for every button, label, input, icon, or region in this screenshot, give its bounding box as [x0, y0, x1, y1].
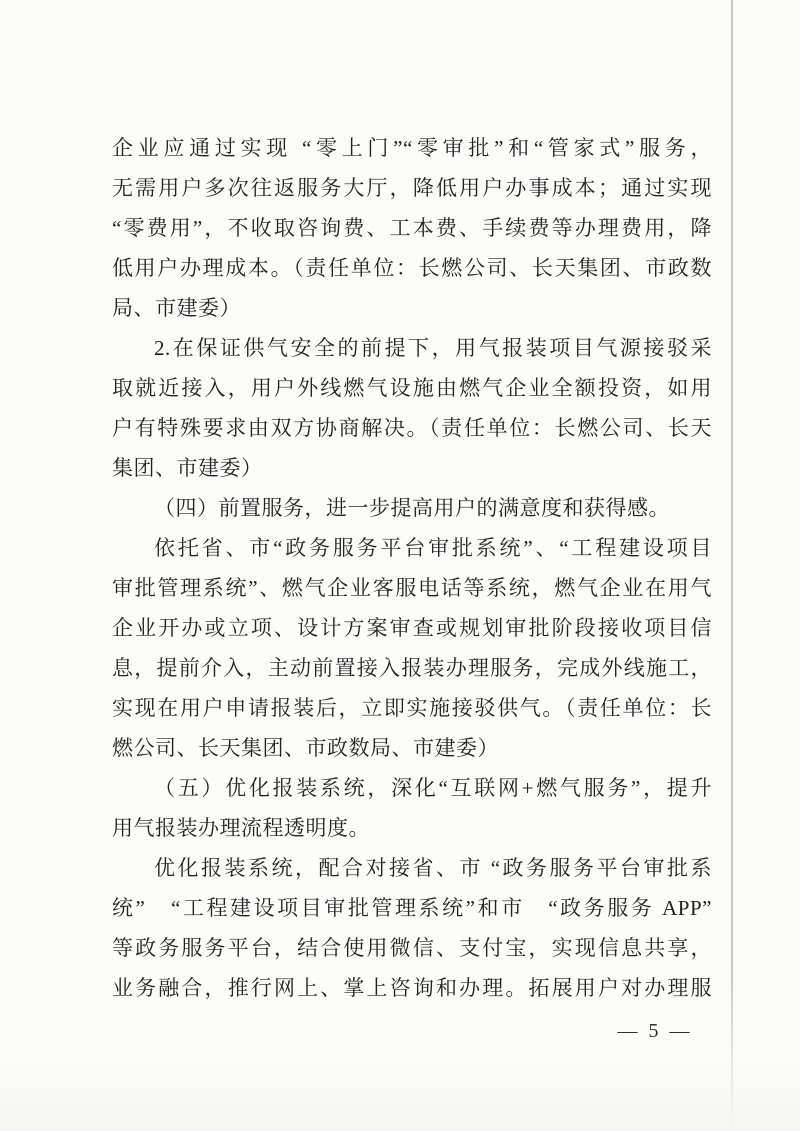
document-text [112, 128, 712, 1008]
page-number: — 5 — [617, 1020, 693, 1042]
text-line: 企业开办或立项、设计方案审查或规划审批阶段接收项目信 [112, 616, 712, 640]
text-line: 无需用户多次往返服务大厅，降低用户办事成本；通过实现 [112, 176, 712, 200]
text-line: 依托省、市“政务服务平台审批系统”、“工程建设项目 [154, 536, 712, 560]
text-line: 企业应通过实现 “零上门”“零审批”和“管家式”服务， [112, 136, 712, 160]
text-line: 实现在用户申请报装后，立即实施接驳供气。（责任单位：长 [112, 696, 712, 720]
text-line: 低用户办理成本。（责任单位：长燃公司、长天集团、市政数 [112, 256, 712, 280]
heading-line: （五）优化报装系统，深化“互联网+燃气服务”，提升 [154, 776, 712, 800]
text-line: 审批管理系统”、燃气企业客服电话等系统，燃气企业在用气 [112, 576, 712, 600]
heading-line: （四）前置服务，进一步提高用户的满意度和获得感。 [154, 496, 670, 520]
text-line: 息，提前介入，主动前置接入报装办理服务，完成外线施工， [112, 656, 712, 680]
text-line: 局、市建委） [112, 296, 241, 320]
text-line: “零费用”，不收取咨询费、工本费、手续费等办理费用，降 [112, 216, 712, 240]
heading-line: 用气报装办理流程透明度。 [112, 816, 370, 840]
text-line: 集团、市建委） [112, 456, 263, 480]
text-line: 燃公司、长天集团、市政数局、市建委） [112, 736, 499, 760]
scan-artifact-line [731, 0, 733, 1131]
text-line: 统” “工程建设项目审批管理系统”和市 “政务服务 APP” [112, 896, 712, 920]
text-line: 2.在保证供气安全的前提下，用气报装项目气源接驳采 [154, 336, 712, 360]
text-line: 优化报装系统，配合对接省、市 “政务服务平台审批系 [154, 856, 712, 880]
text-line: 取就近接入，用户外线燃气设施由燃气企业全额投资，如用 [112, 376, 712, 400]
text-line: 业务融合，推行网上、掌上咨询和办理。拓展用户对办理服 [112, 976, 712, 1000]
text-line: 等政务服务平台，结合使用微信、支付宝，实现信息共享， [112, 936, 712, 960]
text-line: 户有特殊要求由双方协商解决。（责任单位：长燃公司、长天 [112, 416, 712, 440]
